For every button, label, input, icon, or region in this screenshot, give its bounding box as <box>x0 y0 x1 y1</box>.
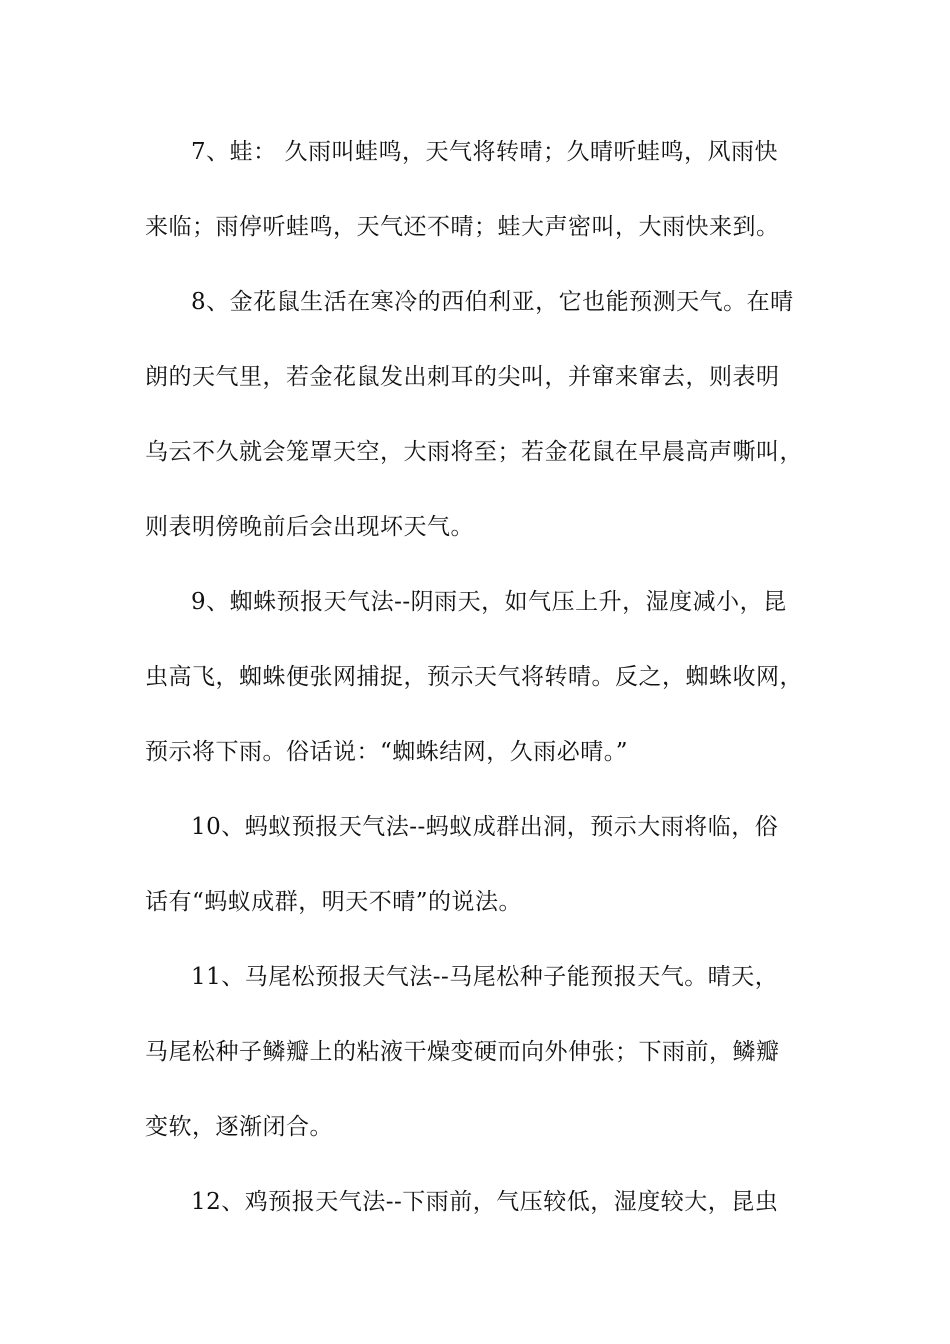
item-12-line-1: 12、鸡预报天气法--下雨前，气压较低，湿度较大，昆虫 <box>191 1189 779 1215</box>
item-7-line-2: 来临；雨停听蛙鸣，天气还不晴；蛙大声密叫，大雨快来到。 <box>145 214 780 240</box>
item-7-line-1: 7、蛙： 久雨叫蛙鸣，天气将转晴；久晴听蛙鸣，风雨快 <box>191 139 778 165</box>
text-line <box>0 882 950 922</box>
item-11-line-2: 马尾松种子鳞瓣上的粘液干燥变硬而向外伸张；下雨前，鳞瓣 <box>145 1039 780 1065</box>
item-8-line-4: 则表明傍晚前后会出现坏天气。 <box>145 514 474 540</box>
item-10-line-2: 话有“蚂蚁成群，明天不晴”的说法。 <box>145 889 523 915</box>
item-11-line-3: 变软，逐渐闭合。 <box>145 1114 333 1140</box>
text-line <box>0 1032 950 1072</box>
item-9-line-1: 9、蜘蛛预报天气法--阴雨天，如气压上升，湿度减小，昆 <box>191 589 787 615</box>
text-line <box>0 582 950 622</box>
text-line <box>0 357 950 397</box>
text-line <box>0 282 950 322</box>
item-11-line-1: 11、马尾松预报天气法--马尾松种子能预报天气。晴天， <box>191 964 779 990</box>
item-8-line-1: 8、金花鼠生活在寒冷的西伯利亚，它也能预测天气。在晴 <box>191 289 794 315</box>
item-8-line-3: 乌云不久就会笼罩天空，大雨将至；若金花鼠在早晨高声嘶叫， <box>145 439 803 465</box>
text-line <box>0 207 950 247</box>
text-line <box>0 1107 950 1147</box>
text-line <box>0 1182 950 1222</box>
item-9-line-3: 预示将下雨。俗话说：“蜘蛛结网，久雨必晴。” <box>145 739 629 765</box>
item-10-line-1: 10、蚂蚁预报天气法--蚂蚁成群出洞，预示大雨将临，俗 <box>191 814 779 840</box>
text-line <box>0 957 950 997</box>
text-line <box>0 432 950 472</box>
text-line <box>0 657 950 697</box>
text-line <box>0 732 950 772</box>
item-8-line-2: 朗的天气里，若金花鼠发出刺耳的尖叫，并窜来窜去，则表明 <box>145 364 780 390</box>
text-line <box>0 132 950 172</box>
item-9-line-2: 虫高飞，蜘蛛便张网捕捉，预示天气将转晴。反之，蜘蛛收网， <box>145 664 803 690</box>
text-line <box>0 507 950 547</box>
text-line <box>0 807 950 847</box>
